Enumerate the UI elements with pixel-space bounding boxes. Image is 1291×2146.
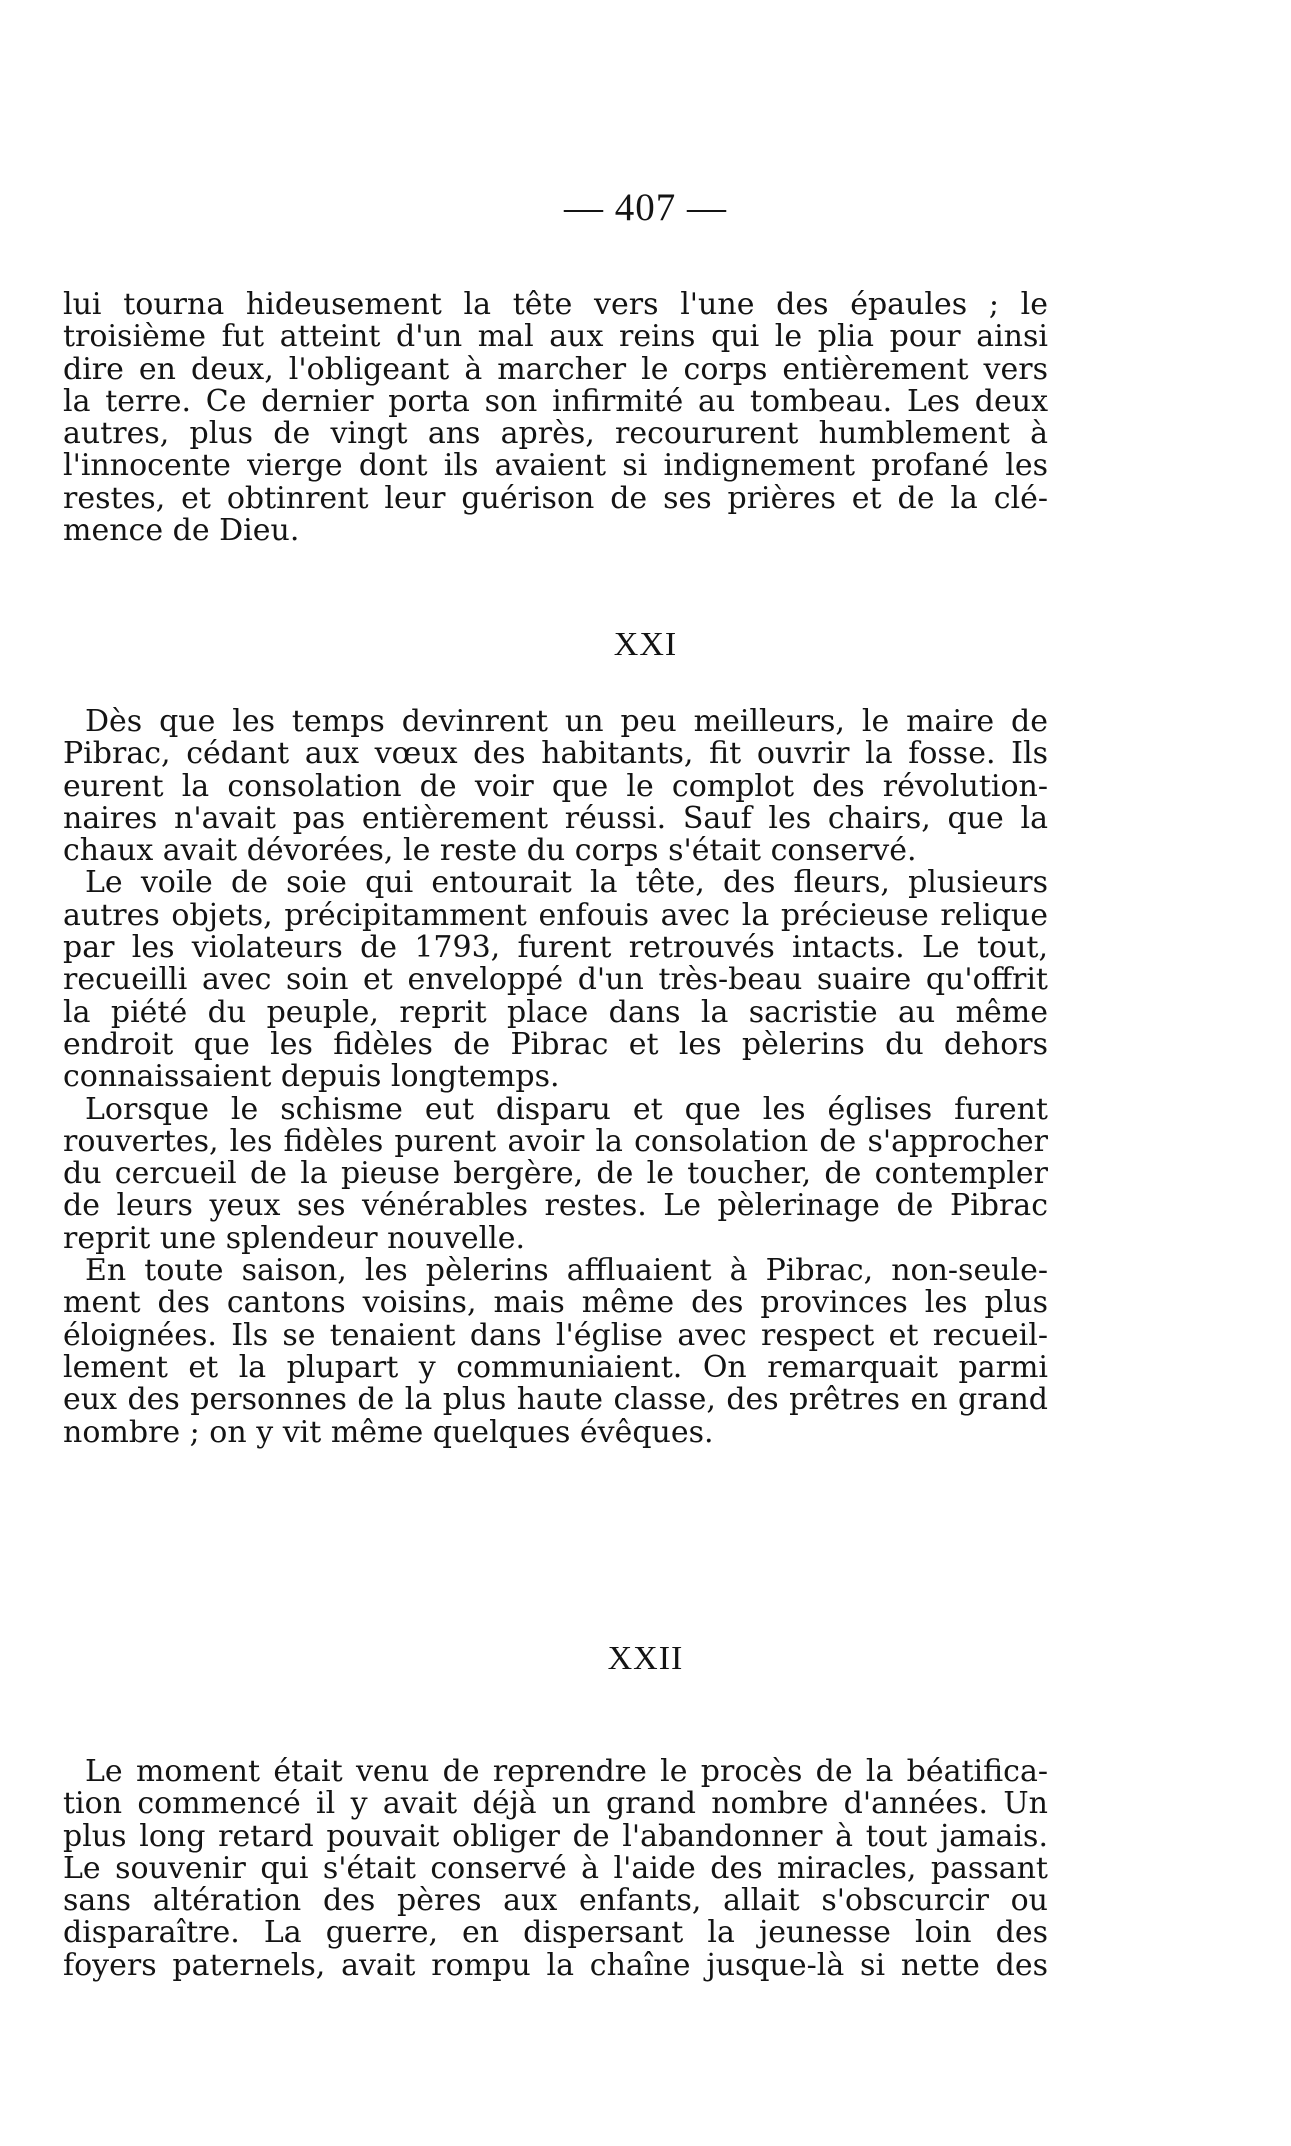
text-line: disparaître. La guerre, en dispersant la jeunesse loin des	[63, 1915, 1048, 1951]
text-line: ment des cantons voisins, mais même des provinces les plus	[63, 1285, 1048, 1321]
page-number: — 407 —	[564, 186, 727, 229]
text-line: Le moment était venu de reprendre le procès de la béatifica-	[85, 1754, 1048, 1789]
text-line: éloignées. Ils se tenaient dans l'église avec respect et recueil-	[63, 1317, 1048, 1353]
text-line: dire en deux, l'obligeant à marcher le corps entièrement vers	[63, 351, 1048, 387]
text-line: lui tourna hideusement la tête vers l'une des épaules ; le	[63, 287, 1048, 322]
text-line: la terre. Ce dernier porta son infirmité au tombeau. Les deux	[63, 383, 1048, 419]
paragraph-intro	[63, 287, 1048, 549]
text-line: recueilli avec soin et enveloppé d'un très-beau suaire qu'offrit	[63, 962, 1048, 998]
text-line: du cercueil de la pieuse bergère, de le toucher, de contempler	[63, 1156, 1048, 1192]
text-line: endroit que les fidèles de Pibrac et les pèlerins du dehors	[63, 1026, 1048, 1062]
text-line: Dès que les temps devinrent un peu meilleurs, le maire de	[85, 704, 1048, 739]
text-line: eurent la consolation de voir que le complot des révolution-	[63, 768, 1048, 804]
section-heading-xxii: XXII	[607, 1640, 684, 1677]
text-line: la piété du peuple, reprit place dans la sacristie au même	[63, 994, 1048, 1030]
text-line: l'innocente vierge dont ils avaient si indignement profané les	[63, 448, 1048, 484]
section-xxii-body	[63, 1754, 1048, 1983]
text-line: tion commencé il y avait déjà un grand nombre d'années. Un	[63, 1786, 1048, 1822]
text-line: naires n'avait pas entièrement réussi. Sauf les chairs, que la	[63, 800, 1048, 836]
section-heading-xxi: XXI	[613, 626, 678, 663]
text-line: troisième fut atteint d'un mal aux reins qui le plia pour ainsi	[63, 319, 1048, 355]
text-line: autres, plus de vingt ans après, recoururent humblement à	[63, 416, 1048, 452]
text-line: plus long retard pouvait obliger de l'abandonner à tout jamais.	[63, 1818, 1048, 1854]
text-line: sans altération des pères aux enfants, allait s'obscurcir ou	[63, 1883, 1048, 1919]
text-line: Pibrac, cédant aux vœux des habitants, fit ouvrir la fosse. Ils	[63, 736, 1048, 772]
text-line: Le voile de soie qui entourait la tête, des fleurs, plusieurs	[85, 865, 1048, 901]
text-line: mence de Dieu.	[63, 513, 300, 549]
text-line: chaux avait dévorées, le reste du corps s'était conservé.	[63, 833, 917, 869]
text-line: En toute saison, les pèlerins affluaient à Pibrac, non-seule-	[85, 1253, 1048, 1289]
text-line: foyers paternels, avait rompu la chaîne jusque-là si nette des	[63, 1947, 1048, 1983]
section-xxi-body	[63, 704, 1048, 1450]
text-line: Lorsque le schisme eut disparu et que les églises furent	[85, 1091, 1048, 1127]
text-line: connaissaient depuis longtemps.	[63, 1059, 560, 1095]
text-line: rouvertes, les fidèles purent avoir la consolation de s'approcher	[63, 1123, 1048, 1159]
text-line: lement et la plupart y communiaient. On remarquait parmi	[63, 1349, 1048, 1385]
text-line: nombre ; on y vit même quelques évêques.	[63, 1414, 714, 1450]
text-line: autres objets, précipitamment enfouis avec la précieuse relique	[63, 897, 1048, 933]
text-line: par les violateurs de 1793, furent retrouvés intacts. Le tout,	[63, 930, 1048, 966]
text-line: de leurs yeux ses vénérables restes. Le pèlerinage de Pibrac	[63, 1188, 1048, 1224]
text-line: reprit une splendeur nouvelle.	[63, 1220, 526, 1256]
text-line: restes, et obtinrent leur guérison de ses prières et de la clé-	[63, 480, 1048, 516]
text-line: Le souvenir qui s'était conservé à l'aide des miracles, passant	[63, 1850, 1048, 1886]
text-line: eux des personnes de la plus haute classe, des prêtres en grand	[63, 1382, 1048, 1418]
